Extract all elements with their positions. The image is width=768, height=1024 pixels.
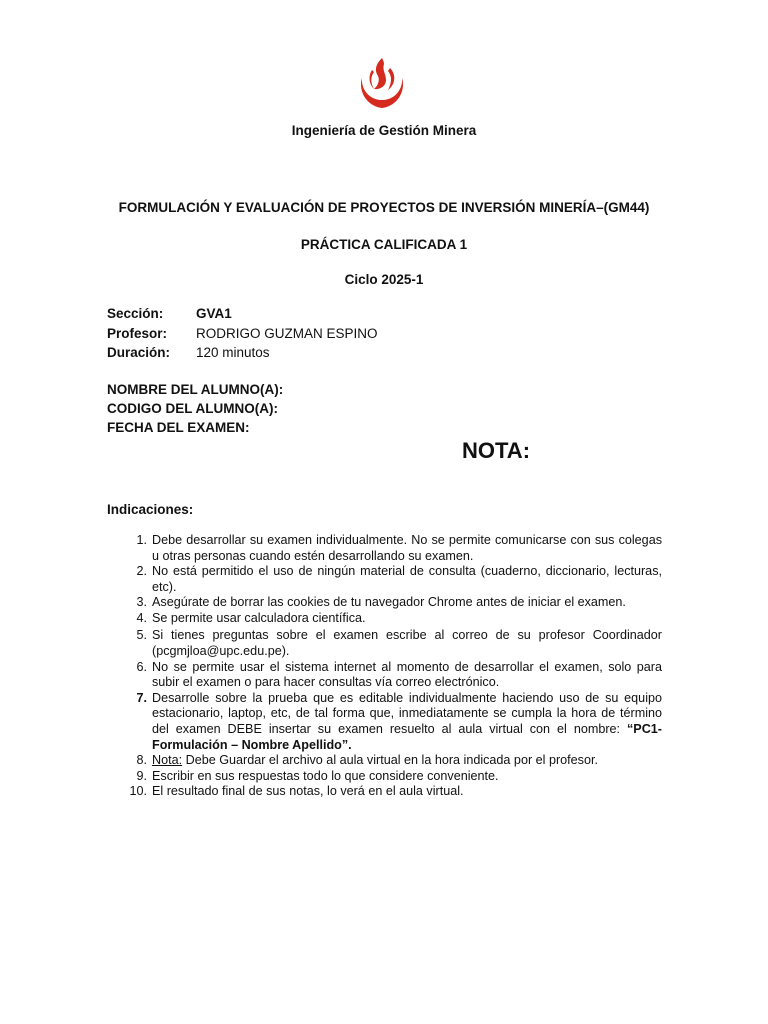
- student-name-label: NOMBRE DEL ALUMNO(A):: [107, 382, 284, 397]
- list-item: [107, 611, 662, 627]
- list-number: 4.: [136, 610, 147, 625]
- list-item: [107, 691, 662, 753]
- professor-label: Profesor:: [107, 326, 168, 341]
- list-item: [107, 753, 662, 769]
- list-number: 7.: [136, 690, 147, 705]
- student-code-label: CODIGO DEL ALUMNO(A):: [107, 401, 278, 416]
- list-item: [107, 769, 662, 785]
- instructions-list: [107, 533, 662, 800]
- list-number: 2.: [136, 564, 147, 579]
- list-number: 1.: [136, 533, 147, 547]
- list-item: [107, 595, 662, 611]
- list-item: [107, 784, 662, 800]
- list-text: Asegúrate de borrar las cookies de tu navegador Chrome antes de iniciar el examen.: [152, 595, 626, 610]
- flame-logo-icon: [356, 56, 408, 112]
- list-text: Debe Guardar el archivo al aula virtual en la hora indicada por el profesor.: [182, 753, 598, 768]
- exam-date-label: FECHA DEL EXAMEN:: [107, 420, 250, 435]
- list-number: 3.: [136, 595, 147, 610]
- list-item: [107, 564, 662, 595]
- list-number: 8.: [136, 753, 147, 768]
- list-item: [107, 627, 662, 660]
- list-text: Escribir en sus respuestas todo lo que considere conveniente.: [152, 768, 499, 783]
- professor-value: RODRIGO GUZMAN ESPINO: [196, 326, 378, 341]
- list-item: [107, 660, 662, 691]
- institution-title: Ingeniería de Gestión Minera: [291, 123, 477, 138]
- list-text: Si tienes preguntas sobre el examen escribe al correo de su profesor Coordinador (pcgmjloa@upc.edu.pe).: [152, 627, 662, 659]
- list-text: El resultado final de sus notas, lo verá en el aula virtual.: [152, 784, 464, 799]
- cycle-label: Ciclo 2025-1: [344, 272, 424, 287]
- list-item: [107, 533, 662, 564]
- upc-logo: [356, 56, 408, 112]
- file-name-text: “PC1-Formulación – Nombre Apellido”.: [152, 721, 662, 752]
- list-text: Se permite usar calculadora científica.: [152, 610, 366, 625]
- list-number: 5.: [136, 627, 147, 642]
- section-label: Sección:: [107, 306, 164, 321]
- list-text: No está permitido el uso de ningún material de consulta (cuaderno, diccionario, lecturas, etc).: [152, 564, 662, 594]
- duration-label: Duración:: [107, 345, 171, 360]
- list-number: 6.: [136, 659, 147, 674]
- list-number: 10.: [129, 784, 147, 799]
- list-text: Desarrolle sobre la prueba que es editable individualmente haciendo uso de su equipo estacionario, laptop, etc, de tal forma que, inmediatamente se cumpla la hora de término del examen DEBE insertar su examen resuelto al aula virtual con el nombre:: [152, 690, 662, 736]
- duration-value: 120 minutos: [196, 345, 270, 360]
- grade-label: NOTA:: [462, 438, 531, 463]
- list-number: 9.: [136, 768, 147, 783]
- list-text: Debe desarrollar su examen individualmente. No se permite comunicarse con sus colegas u otras personas cuando estén desarrollando su examen.: [152, 533, 662, 563]
- exam-title: PRÁCTICA CALIFICADA 1: [300, 237, 468, 252]
- list-text: No se permite usar el sistema internet al momento de desarrollar el examen, solo para subir el examen o para hacer consultas vía correo electrónico.: [152, 659, 662, 690]
- note-label: Nota:: [152, 753, 183, 768]
- course-title: FORMULACIÓN Y EVALUACIÓN DE PROYECTOS DE INVERSIÓN MINERÍA–(GM44): [118, 200, 650, 215]
- instructions-title: Indicaciones:: [107, 502, 194, 517]
- section-value: GVA1: [196, 306, 232, 321]
